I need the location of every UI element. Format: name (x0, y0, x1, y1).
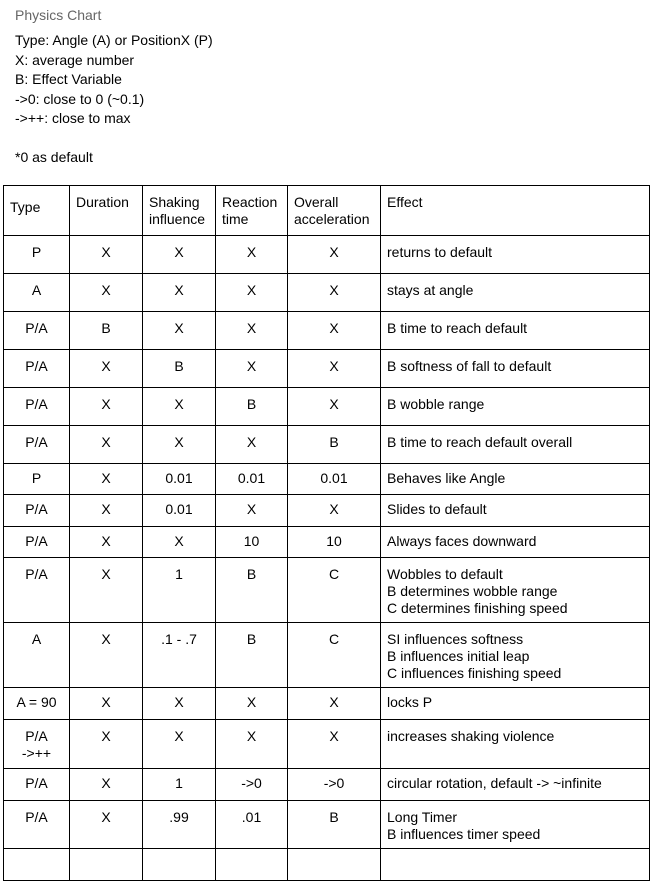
cell-type-line: P/A (25, 566, 48, 582)
cell-effect (381, 350, 650, 388)
cell-reaction-time: B (216, 558, 288, 623)
cell-type-line: P/A (25, 775, 48, 791)
cell-duration: X (70, 558, 143, 623)
cell-type-line: A (31, 282, 42, 298)
cell-reaction-time: .01 (216, 801, 288, 849)
cell-type-line: A (31, 631, 42, 647)
cell-shaking-influence: X (143, 274, 216, 312)
table-row (4, 801, 650, 849)
cell-type (4, 495, 70, 527)
cell-overall-acceleration: X (288, 388, 381, 426)
cell-shaking-influence: 0.01 (143, 464, 216, 495)
cell-overall-acceleration: X (288, 312, 381, 350)
header-text: Shaking (149, 194, 200, 210)
cell-duration: X (70, 495, 143, 527)
cell-reaction-time (216, 849, 288, 881)
cell-effect-line: B time to reach default (387, 320, 528, 336)
cell-duration: B (70, 312, 143, 350)
note-line: B: Effect Variable (15, 71, 122, 87)
table-row (4, 236, 650, 274)
table-row (4, 388, 650, 426)
header-text: Overall (294, 194, 339, 210)
cell-reaction-time: ->0 (216, 769, 288, 801)
cell-type (4, 350, 70, 388)
cell-effect-line: Always faces downward (387, 533, 537, 549)
note-line: X: average number (15, 51, 135, 68)
cell-shaking-influence: X (143, 688, 216, 720)
header-reaction-time (216, 186, 288, 236)
table-row (4, 527, 650, 558)
cell-reaction-time: B (216, 388, 288, 426)
cell-type-line: P/A (25, 533, 48, 549)
cell-duration: X (70, 720, 143, 769)
cell-reaction-time: X (216, 495, 288, 527)
cell-type-line: A = 90 (16, 694, 57, 710)
cell-effect (381, 623, 650, 688)
notes-block (15, 31, 213, 168)
cell-effect-line: B influences initial leap (387, 648, 530, 664)
cell-type (4, 720, 70, 769)
cell-type (4, 688, 70, 720)
header-text: influence (149, 211, 206, 227)
cell-effect (381, 720, 650, 769)
table-row (4, 274, 650, 312)
cell-overall-acceleration: X (288, 274, 381, 312)
header-text: time (222, 211, 249, 227)
cell-effect-line: Behaves like Angle (387, 470, 506, 486)
cell-overall-acceleration: C (288, 558, 381, 623)
cell-effect (381, 688, 650, 720)
cell-type-line: P/A (25, 396, 48, 412)
cell-effect (381, 426, 650, 464)
cell-type-line: P (31, 244, 42, 260)
header-duration: Duration (70, 186, 143, 236)
cell-duration: X (70, 464, 143, 495)
cell-type (4, 464, 70, 495)
table-row (4, 312, 650, 350)
cell-reaction-time: X (216, 312, 288, 350)
cell-shaking-influence: X (143, 236, 216, 274)
cell-overall-acceleration: X (288, 350, 381, 388)
cell-type (4, 527, 70, 558)
table-row (4, 558, 650, 623)
cell-type (4, 312, 70, 350)
cell-effect-line: Slides to default (387, 501, 487, 517)
table-row (4, 688, 650, 720)
cell-type (4, 388, 70, 426)
cell-duration: X (70, 274, 143, 312)
cell-overall-acceleration: X (288, 720, 381, 769)
header-type: Type (4, 186, 70, 236)
cell-effect (381, 236, 650, 274)
cell-type (4, 236, 70, 274)
cell-effect-line: B determines wobble range (387, 583, 558, 599)
cell-shaking-influence: .1 - .7 (143, 623, 216, 688)
cell-effect-line: stays at angle (387, 282, 474, 298)
page-title: Physics Chart (15, 7, 102, 23)
cell-effect-line: B time to reach default overall (387, 434, 573, 450)
cell-reaction-time: 10 (216, 527, 288, 558)
cell-type (4, 849, 70, 881)
table-row (4, 623, 650, 688)
table-row (4, 720, 650, 769)
cell-effect (381, 464, 650, 495)
cell-overall-acceleration: ->0 (288, 769, 381, 801)
table-row (4, 464, 650, 495)
table-header-row (4, 186, 650, 236)
cell-effect-line: returns to default (387, 244, 493, 260)
cell-effect (381, 801, 650, 849)
cell-overall-acceleration: X (288, 236, 381, 274)
cell-reaction-time: X (216, 720, 288, 769)
table-row (4, 849, 650, 881)
cell-type (4, 426, 70, 464)
cell-shaking-influence: B (143, 350, 216, 388)
cell-reaction-time: X (216, 350, 288, 388)
cell-effect-line: B softness of fall to default (387, 358, 552, 374)
cell-effect-line: C influences finishing speed (387, 665, 562, 681)
physics-table (3, 185, 650, 881)
cell-reaction-time: X (216, 688, 288, 720)
cell-duration: X (70, 350, 143, 388)
cell-duration: X (70, 236, 143, 274)
note-spacer (15, 129, 213, 149)
cell-shaking-influence: X (143, 720, 216, 769)
cell-effect (381, 312, 650, 350)
header-text: acceleration (294, 211, 370, 227)
cell-type-line: P/A (25, 728, 48, 744)
header-effect: Effect (381, 186, 650, 236)
cell-effect-line: locks P (387, 694, 433, 710)
cell-type-line: P/A (25, 809, 48, 825)
cell-overall-acceleration: B (288, 801, 381, 849)
cell-type (4, 769, 70, 801)
cell-overall-acceleration: B (288, 426, 381, 464)
cell-shaking-influence: X (143, 312, 216, 350)
cell-shaking-influence: 1 (143, 769, 216, 801)
cell-type (4, 623, 70, 688)
cell-duration: X (70, 688, 143, 720)
cell-type (4, 274, 70, 312)
cell-shaking-influence: 1 (143, 558, 216, 623)
cell-overall-acceleration: 10 (288, 527, 381, 558)
cell-overall-acceleration: X (288, 495, 381, 527)
cell-overall-acceleration (288, 849, 381, 881)
cell-effect-line: B wobble range (387, 396, 485, 412)
cell-duration (70, 849, 143, 881)
note-line: ->++: close to max (15, 110, 131, 126)
table-row (4, 495, 650, 527)
header-shaking-influence (143, 186, 216, 236)
cell-effect (381, 849, 650, 881)
cell-shaking-influence: 0.01 (143, 495, 216, 527)
cell-effect-line: SI influences softness (387, 631, 524, 647)
cell-shaking-influence: X (143, 426, 216, 464)
cell-effect (381, 495, 650, 527)
cell-shaking-influence: X (143, 388, 216, 426)
cell-type-line: P/A (25, 320, 48, 336)
cell-type (4, 558, 70, 623)
cell-overall-acceleration: C (288, 623, 381, 688)
note-line: Type: Angle (A) or PositionX (P) (15, 32, 213, 48)
cell-overall-acceleration: 0.01 (288, 464, 381, 495)
cell-duration: X (70, 801, 143, 849)
header-text: Reaction (222, 194, 278, 210)
cell-type (4, 801, 70, 849)
table-row (4, 350, 650, 388)
cell-effect (381, 388, 650, 426)
cell-effect (381, 527, 650, 558)
cell-reaction-time: X (216, 236, 288, 274)
table-row (4, 769, 650, 801)
cell-effect-line: C determines finishing speed (387, 600, 568, 616)
cell-reaction-time: X (216, 426, 288, 464)
cell-effect-line: Wobbles to default (387, 566, 503, 582)
cell-shaking-influence: X (143, 527, 216, 558)
cell-shaking-influence (143, 849, 216, 881)
cell-duration: X (70, 527, 143, 558)
cell-effect-line: circular rotation, default -> ~infinite (387, 775, 602, 791)
cell-effect (381, 769, 650, 801)
cell-type-line: P/A (25, 358, 48, 374)
cell-duration: X (70, 769, 143, 801)
cell-effect-line: Long Timer (387, 809, 458, 825)
table-row (4, 426, 650, 464)
cell-effect-line: increases shaking violence (387, 728, 555, 744)
cell-effect (381, 274, 650, 312)
cell-duration: X (70, 623, 143, 688)
note-line: ->0: close to 0 (~0.1) (15, 90, 145, 107)
cell-type-line: P/A (25, 501, 48, 517)
cell-type-line: ->++ (21, 745, 52, 761)
cell-type-line: P (31, 470, 42, 486)
header-overall-acceleration (288, 186, 381, 236)
cell-type-line: P/A (25, 434, 48, 450)
cell-effect (381, 558, 650, 623)
cell-reaction-time: X (216, 274, 288, 312)
cell-shaking-influence: .99 (143, 801, 216, 849)
cell-overall-acceleration: X (288, 688, 381, 720)
cell-effect-line: B influences timer speed (387, 826, 541, 842)
cell-duration: X (70, 426, 143, 464)
footnote: *0 as default (15, 149, 93, 165)
cell-reaction-time: 0.01 (216, 464, 288, 495)
cell-reaction-time: B (216, 623, 288, 688)
cell-duration: X (70, 388, 143, 426)
